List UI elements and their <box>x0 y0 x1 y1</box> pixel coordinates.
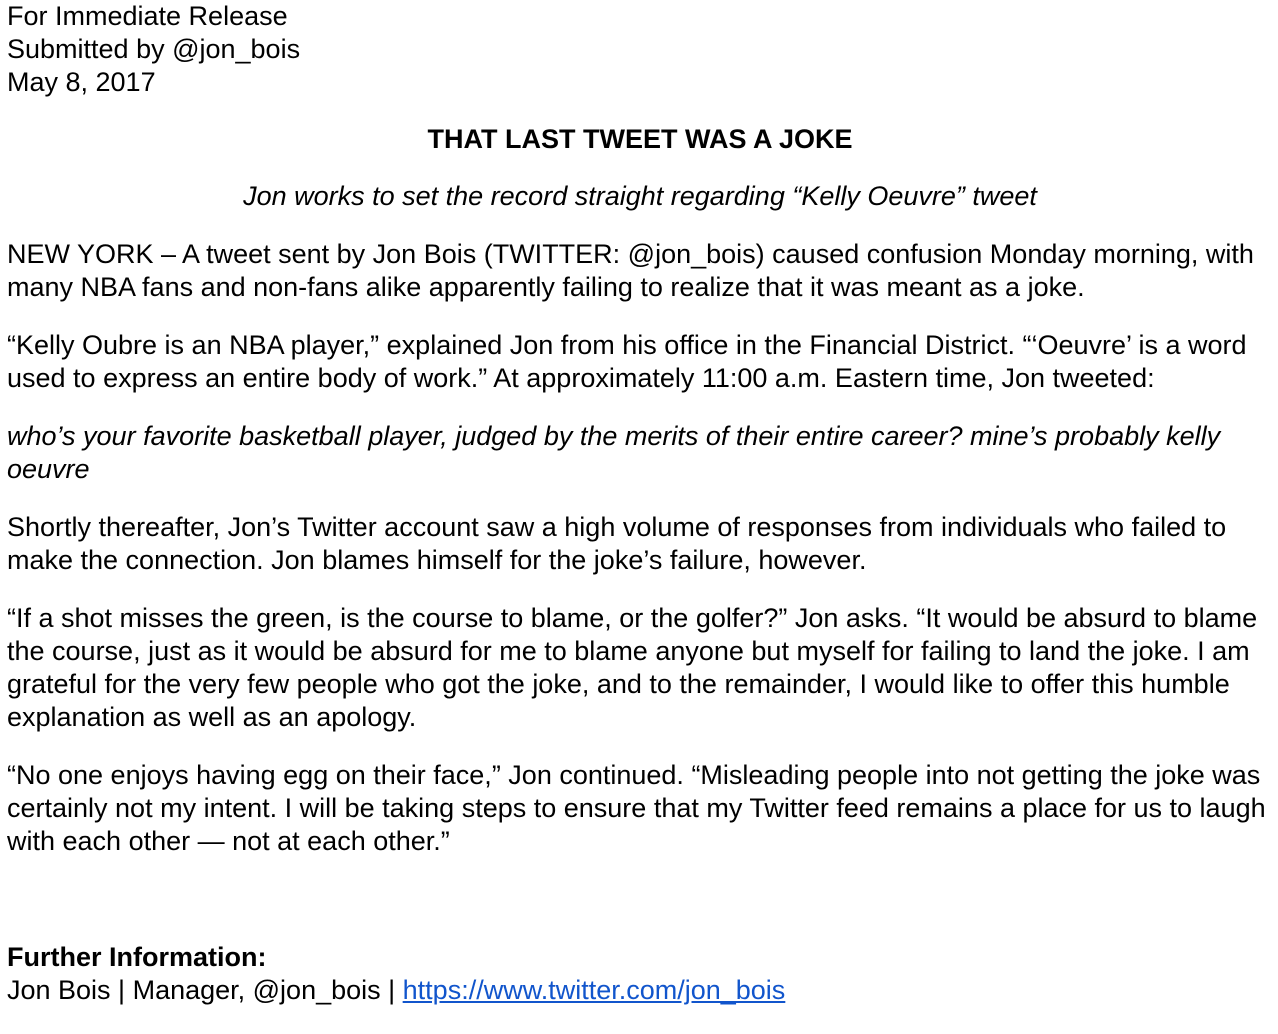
release-date: May 8, 2017 <box>7 67 156 97</box>
paragraph-responses: Shortly thereafter, Jon’s Twitter account saw a high volume of responses from individuals who failed to make the connection. Jon blames himself for the joke’s failure, however. <box>7 512 1227 575</box>
paragraph-explanation: “Kelly Oubre is an NBA player,” explained Jon from his office in the Financial District. “‘Oeuvre’ is a word used to express an entire body of work.” At approximately 11:00 a.m. Eastern time, Jon tweeted: <box>7 330 1247 393</box>
paragraph-golf-quote: “If a shot misses the green, is the course to blame, or the golfer?” Jon asks. “It would be absurd to blame the course, just as it would be absurd for me to blame anyone but myself for failing to land the joke. I am grateful for the very few people who got the joke, and to the remainder, I would like to offer this humble explanation as well as an apology. <box>7 603 1258 732</box>
headline: THAT LAST TWEET WAS A JOKE <box>427 124 853 154</box>
release-label: For Immediate Release <box>7 1 288 31</box>
paragraph-intro: NEW YORK – A tweet sent by Jon Bois (TWITTER: @jon_bois) caused confusion Monday morning, with many NBA fans and non-fans alike apparently failing to realize that it was meant as a joke. <box>7 239 1254 302</box>
further-information-title: Further Information: <box>7 942 267 972</box>
contact-line <box>7 974 1273 1007</box>
paragraph-egg-quote: “No one enjoys having egg on their face,” Jon continued. “Misleading people into not getting the joke was certainly not my intent. I will be taking steps to ensure that my Twitter feed remains a place for us to laugh with each other — not at each other.” <box>7 760 1266 856</box>
contact-text: Jon Bois | Manager, @jon_bois | <box>7 975 403 1005</box>
quoted-tweet: who’s your favorite basketball player, judged by the merits of their entire career? mine’s probably kelly oeuvre <box>7 421 1221 484</box>
release-header <box>7 0 1273 99</box>
twitter-link[interactable]: https://www.twitter.com/jon_bois <box>402 975 786 1005</box>
section-spacer <box>7 858 1273 916</box>
submitted-by-line: Submitted by @jon_bois <box>7 34 301 64</box>
subheadline: Jon works to set the record straight regarding “Kelly Oeuvre” tweet <box>243 181 1037 211</box>
press-release-document <box>7 0 1273 1007</box>
